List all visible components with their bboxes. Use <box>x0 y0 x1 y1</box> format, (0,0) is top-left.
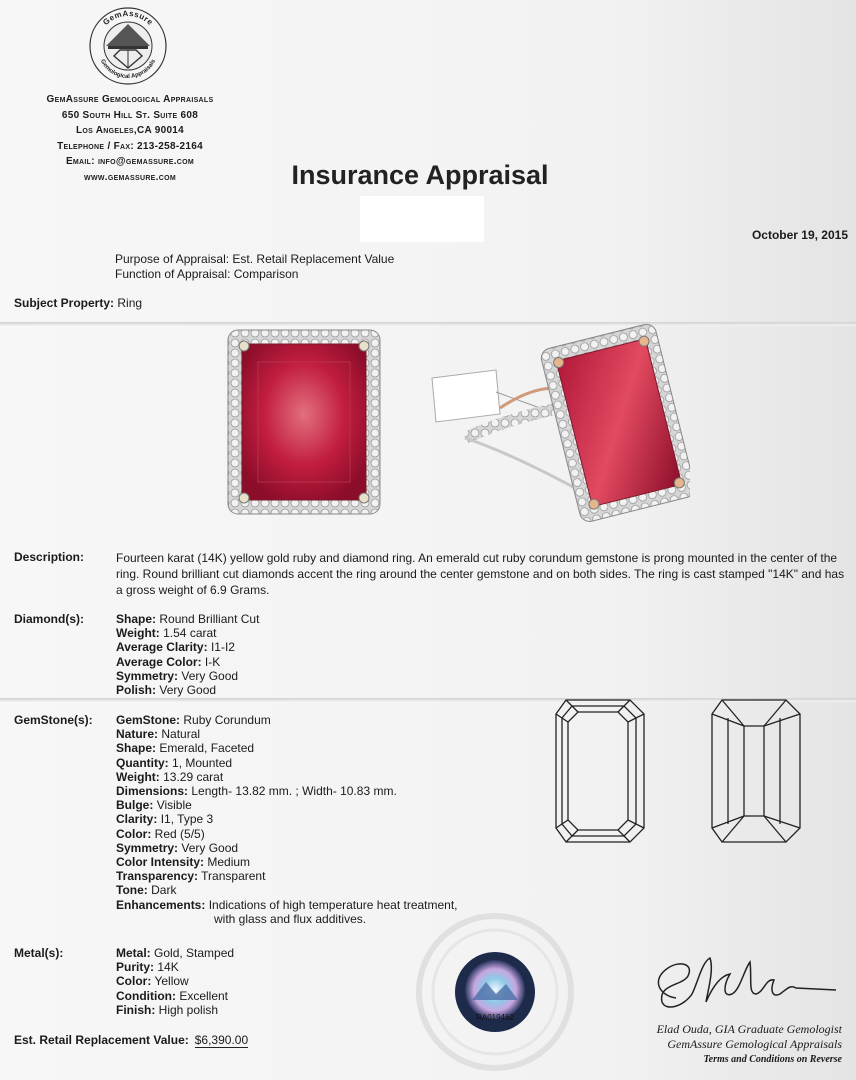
company-address-2: Los Angeles,CA 90014 <box>75 125 185 136</box>
gemstone-field: Weight: 13.29 carat <box>116 769 224 784</box>
diamonds-label: Diamond(s): <box>14 612 84 626</box>
ring-side-view <box>465 322 690 523</box>
company-address-1: 650 South Hill St. Suite 608 <box>61 109 199 121</box>
purpose-value: Est. Retail Replacement Value <box>232 252 395 266</box>
redacted-area <box>360 196 484 242</box>
emerald-cut-bottom-view <box>712 700 800 842</box>
ring-photos <box>210 318 690 528</box>
embossed-seal <box>410 912 580 1072</box>
terms-note: Terms and Conditions on Reverse <box>703 1054 842 1065</box>
metal-field: Condition: Excellent <box>116 988 229 1003</box>
purpose-label: Purpose of Appraisal: <box>115 252 230 266</box>
gemstone-field: Dimensions: Length- 13.82 mm. ; Width- 10.83 mm. <box>116 784 397 799</box>
subject-label: Subject Property: <box>14 296 115 310</box>
description-label: Description: <box>14 550 85 564</box>
logo-text-top: GemAssure <box>101 8 155 28</box>
diamond-fields <box>116 612 259 697</box>
emerald-cut-top-view <box>556 700 644 842</box>
gemstone-field: Quantity: 1, Mounted <box>116 755 233 770</box>
gemstone-fields <box>116 713 458 926</box>
metal-field: Purity: 14K <box>116 960 179 975</box>
company-email: Email: info@gemassure.com <box>65 156 195 167</box>
logo-text-bottom: Gemological Appraisals <box>98 58 158 81</box>
signature <box>640 950 840 1020</box>
replacement-value-label: Est. Retail Replacement Value: <box>14 1033 189 1047</box>
metal-field: Metal: Gold, Stamped <box>116 946 235 960</box>
diamond-field: Average Clarity: I1-I2 <box>116 640 235 655</box>
diamond-field: Average Color: I-K <box>116 654 221 669</box>
metals-label: Metal(s): <box>14 946 64 960</box>
metal-field: Color: Yellow <box>116 974 189 989</box>
appraiser-name: Elad Ouda, GIA Graduate Gemologist <box>656 1022 842 1036</box>
gemstone-field: Tone: Dark <box>116 883 177 898</box>
signature-block <box>590 1022 842 1067</box>
metal-field: Finish: High polish <box>116 1002 219 1017</box>
replacement-value <box>14 1033 248 1047</box>
subject-value: Ring <box>117 296 143 310</box>
gemassure-logo <box>88 6 168 86</box>
company-name: GemAssure Gemological Appraisals <box>46 94 214 105</box>
gemstone-field: Transparency: Transparent <box>116 869 266 884</box>
gemstone-field: Color Intensity: Medium <box>116 855 251 870</box>
gemstone-field: Symmetry: Very Good <box>116 840 239 855</box>
seal-id: RA019462 <box>476 1013 514 1022</box>
replacement-value-amount: $6,390.00 <box>194 1033 249 1047</box>
function-label: Function of Appraisal: <box>115 267 231 281</box>
emerald-cut-diagram <box>552 696 804 844</box>
document-title: Insurance Appraisal <box>291 160 549 190</box>
gemstone-field: Enhancements: Indications of high temperature heat treatment, <box>116 897 458 912</box>
diamond-field: Weight: 1.54 carat <box>116 626 217 641</box>
gemstone-field: Bulge: Visible <box>116 798 192 813</box>
company-website: www.gemassure.com <box>84 171 176 183</box>
purpose-block <box>115 252 394 282</box>
diamond-field: Shape: Round Brilliant Cut <box>116 612 260 626</box>
function-value: Comparison <box>233 267 299 281</box>
gemstones-label: GemStone(s): <box>14 713 93 727</box>
subject-property <box>14 296 142 310</box>
diamond-field: Polish: Very Good <box>116 683 217 698</box>
diamond-field: Symmetry: Very Good <box>116 668 239 683</box>
enhancements-continued: with glass and flux additives. <box>214 911 367 926</box>
appraisal-date: October 19, 2015 <box>751 228 848 242</box>
description-text: Fourteen karat (14K) yellow gold ruby and diamond ring. An emerald cut ruby corundum gemstone is prong mounted in the center of the ring. Round brilliant cut diamonds accent the ring around the center gemstone and on both sides. The ring is cast stamped "14K" and has a gross weight of 6.9 Grams. <box>116 551 845 597</box>
ring-front-view <box>228 330 380 514</box>
gemstone-field: Color: Red (5/5) <box>116 826 205 841</box>
gemstone-field: Clarity: I1, Type 3 <box>116 812 214 827</box>
metal-fields <box>116 946 234 1017</box>
appraiser-company: GemAssure Gemological Appraisals <box>667 1037 842 1051</box>
gemstone-field: GemStone: Ruby Corundum <box>116 713 271 727</box>
company-phone: Telephone / Fax: 213-258-2164 <box>57 140 203 152</box>
gemstone-field: Shape: Emerald, Faceted <box>116 741 255 756</box>
gemstone-field: Nature: Natural <box>116 727 201 742</box>
